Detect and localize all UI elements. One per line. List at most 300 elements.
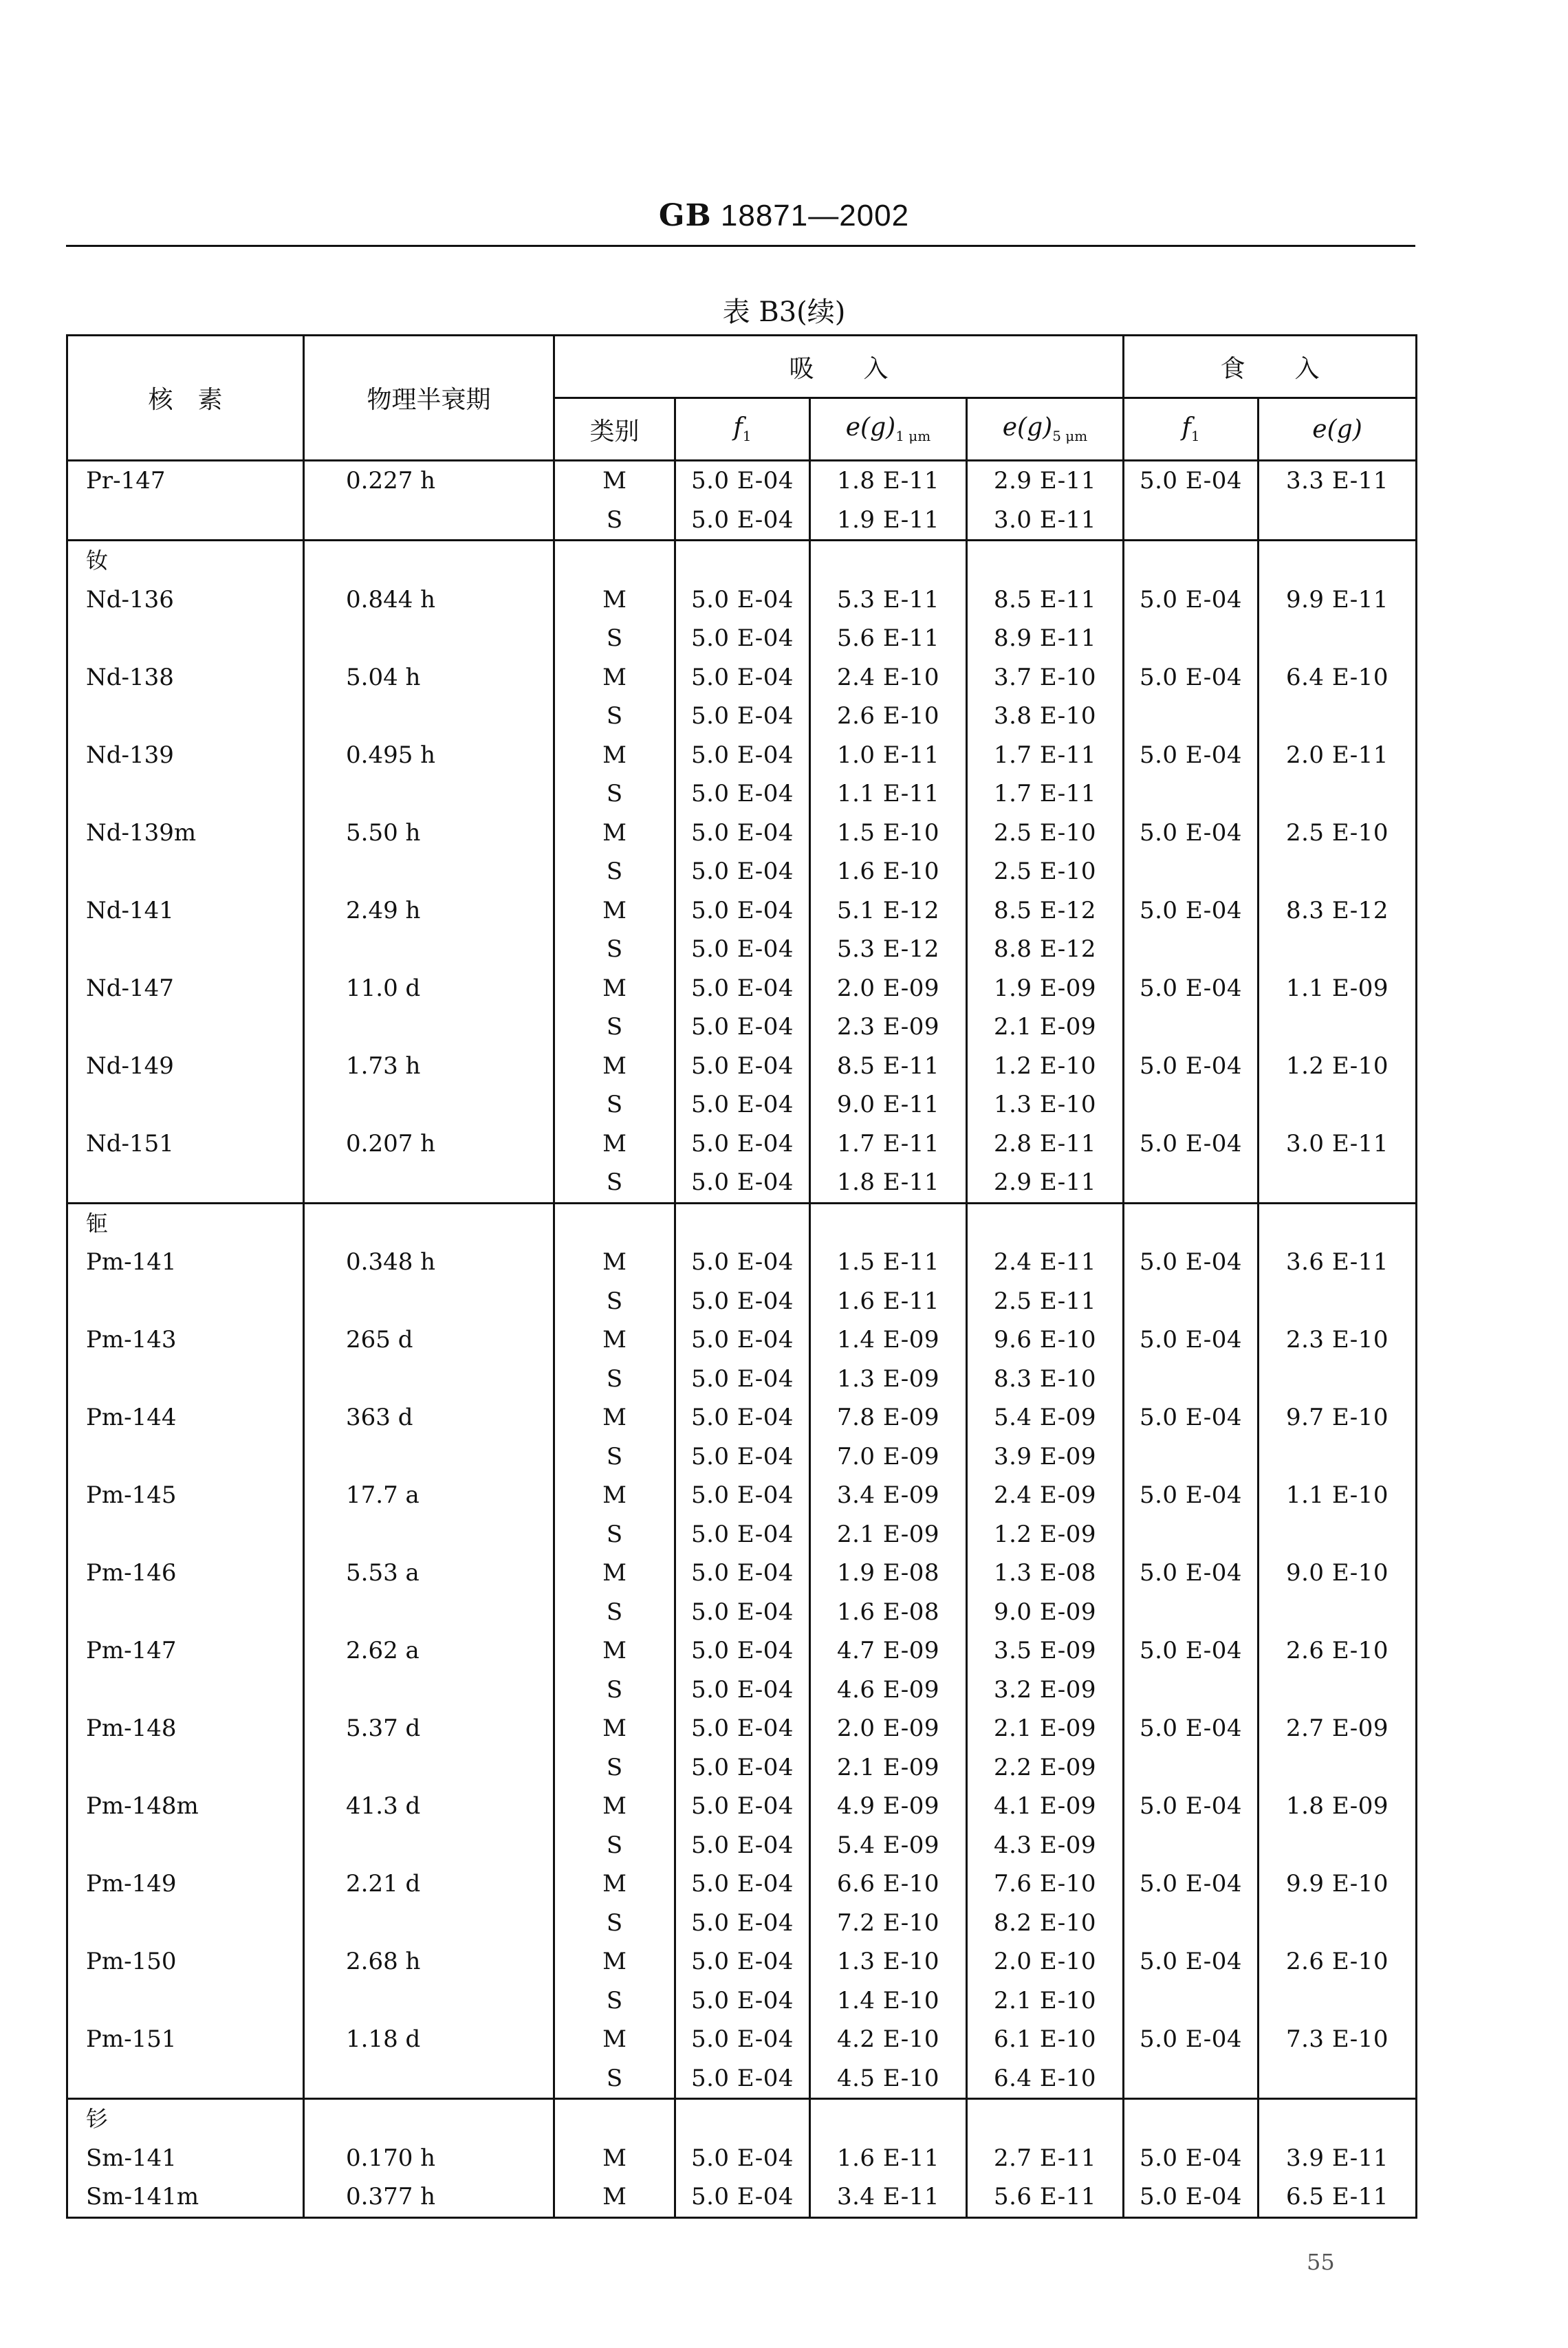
e-1um-cell: 1.1 E-11 <box>810 774 967 814</box>
type-cell: M <box>554 1787 675 1826</box>
half-life-cell: 2.62 a <box>304 1631 554 1671</box>
inhalation-f1-cell: 5.0 E-04 <box>675 1047 810 1086</box>
half-life-cell: 1.18 d <box>304 2020 554 2059</box>
e-5um-cell: 2.1 E-10 <box>967 1981 1124 2021</box>
e-5um-cell: 1.2 E-10 <box>967 1047 1124 1086</box>
e-1um-cell: 4.5 E-10 <box>810 2059 967 2099</box>
type-cell: S <box>554 1671 675 1710</box>
nuclide-cell: Pm-146 <box>67 1554 304 1593</box>
table-row <box>67 1709 1417 1748</box>
half-life-cell <box>304 1671 554 1710</box>
table-row <box>67 1865 1417 1904</box>
empty-cell <box>554 541 675 580</box>
empty-cell <box>675 2099 810 2139</box>
e-5um-cell: 3.2 E-09 <box>967 1671 1124 1710</box>
half-life-cell: 0.377 h <box>304 2177 554 2217</box>
table-row <box>67 774 1417 814</box>
ingestion-eg-cell <box>1259 930 1417 969</box>
inhalation-f1-cell: 5.0 E-04 <box>675 697 810 736</box>
ingestion-eg-cell: 3.6 E-11 <box>1259 1243 1417 1282</box>
e-1um-cell: 1.6 E-11 <box>810 2139 967 2178</box>
dose-coefficient-table <box>66 334 1417 2219</box>
type-cell: M <box>554 1047 675 1086</box>
ingestion-eg-cell: 9.9 E-10 <box>1259 1865 1417 1904</box>
ingestion-eg-cell <box>1259 1163 1417 1203</box>
half-life-cell <box>304 852 554 891</box>
ingestion-f1-cell: 5.0 E-04 <box>1124 1709 1259 1748</box>
nuclide-cell <box>67 930 304 969</box>
ingestion-f1-cell: 5.0 E-04 <box>1124 814 1259 853</box>
ingestion-eg-cell <box>1259 1282 1417 1321</box>
table-row <box>67 1942 1417 1981</box>
type-cell: S <box>554 1163 675 1203</box>
e-5um-cell: 5.6 E-11 <box>967 2177 1124 2217</box>
inhalation-f1-cell: 5.0 E-04 <box>675 2059 810 2099</box>
e-5um-cell: 8.2 E-10 <box>967 1904 1124 1943</box>
inhalation-f1-cell: 5.0 E-04 <box>675 619 810 658</box>
col-e-5um: $e(g)_{5 \mu m}$ <box>967 398 1124 461</box>
inhalation-f1-cell: 5.0 E-04 <box>675 1748 810 1787</box>
nuclide-cell <box>67 852 304 891</box>
e-1um-cell: 5.3 E-12 <box>810 930 967 969</box>
empty-cell <box>304 541 554 580</box>
inhalation-f1-cell: 5.0 E-04 <box>675 1360 810 1399</box>
ingestion-f1-cell: 5.0 E-04 <box>1124 2177 1259 2217</box>
ingestion-f1-cell <box>1124 1085 1259 1124</box>
type-cell: M <box>554 1709 675 1748</box>
ingestion-eg-cell <box>1259 1671 1417 1710</box>
e-1um-cell: 7.2 E-10 <box>810 1904 967 1943</box>
ingestion-eg-cell <box>1259 1826 1417 1865</box>
e-5um-cell: 3.7 E-10 <box>967 658 1124 697</box>
e-5um-cell: 3.5 E-09 <box>967 1631 1124 1671</box>
half-life-cell: 0.844 h <box>304 580 554 620</box>
table-row <box>67 1748 1417 1787</box>
table-row <box>67 1476 1417 1515</box>
nuclide-cell: Nd-139m <box>67 814 304 853</box>
ingestion-eg-cell <box>1259 852 1417 891</box>
e-1um-cell: 4.6 E-09 <box>810 1671 967 1710</box>
nuclide-cell <box>67 1904 304 1943</box>
e-5um-cell: 2.4 E-11 <box>967 1243 1124 1282</box>
e-5um-cell: 6.4 E-10 <box>967 2059 1124 2099</box>
ingestion-eg-cell: 2.6 E-10 <box>1259 1631 1417 1671</box>
e-5um-cell: 2.8 E-11 <box>967 1124 1124 1164</box>
ingestion-f1-cell <box>1124 1163 1259 1203</box>
half-life-cell: 41.3 d <box>304 1787 554 1826</box>
half-life-cell: 363 d <box>304 1398 554 1437</box>
inhalation-f1-cell: 5.0 E-04 <box>675 580 810 620</box>
empty-cell <box>967 541 1124 580</box>
empty-cell <box>554 2099 675 2139</box>
e-1um-cell: 9.0 E-11 <box>810 1085 967 1124</box>
type-cell: S <box>554 2059 675 2099</box>
nuclide-cell: Pm-150 <box>67 1942 304 1981</box>
type-cell: M <box>554 969 675 1008</box>
inhalation-f1-cell: 5.0 E-04 <box>675 1124 810 1164</box>
ingestion-f1-cell: 5.0 E-04 <box>1124 1320 1259 1360</box>
empty-cell <box>1124 2099 1259 2139</box>
col-ingestion-f1: $f_1$ <box>1124 398 1259 461</box>
ingestion-f1-cell <box>1124 619 1259 658</box>
table-row <box>67 1360 1417 1399</box>
type-cell: M <box>554 1398 675 1437</box>
nuclide-cell: Pm-148 <box>67 1709 304 1748</box>
table-row <box>67 1554 1417 1593</box>
e-5um-cell: 2.1 E-09 <box>967 1008 1124 1047</box>
nuclide-cell: Nd-151 <box>67 1124 304 1164</box>
element-group <box>67 2099 1417 2218</box>
inhalation-f1-cell: 5.0 E-04 <box>675 1398 810 1437</box>
e-1um-cell: 1.9 E-11 <box>810 501 967 541</box>
table-row <box>67 619 1417 658</box>
table-row <box>67 1826 1417 1865</box>
ingestion-f1-cell <box>1124 1904 1259 1943</box>
e-5um-cell: 8.5 E-11 <box>967 580 1124 620</box>
half-life-cell: 265 d <box>304 1320 554 1360</box>
inhalation-f1-cell: 5.0 E-04 <box>675 1709 810 1748</box>
col-f1: $f_1$ <box>675 398 810 461</box>
inhalation-f1-cell: 5.0 E-04 <box>675 2177 810 2217</box>
inhalation-f1-cell: 5.0 E-04 <box>675 1085 810 1124</box>
ingestion-eg-cell <box>1259 774 1417 814</box>
ingestion-f1-cell: 5.0 E-04 <box>1124 1398 1259 1437</box>
inhalation-f1-cell: 5.0 E-04 <box>675 1008 810 1047</box>
table-row <box>67 1124 1417 1164</box>
ingestion-f1-cell: 5.0 E-04 <box>1124 580 1259 620</box>
e-5um-cell: 7.6 E-10 <box>967 1865 1124 1904</box>
nuclide-cell: Pm-148m <box>67 1787 304 1826</box>
ingestion-f1-cell <box>1124 1008 1259 1047</box>
nuclide-cell <box>67 1515 304 1554</box>
nuclide-cell: Pm-149 <box>67 1865 304 1904</box>
inhalation-f1-cell: 5.0 E-04 <box>675 1671 810 1710</box>
inhalation-f1-cell: 5.0 E-04 <box>675 1826 810 1865</box>
empty-cell <box>1124 1203 1259 1243</box>
type-cell: S <box>554 1085 675 1124</box>
nuclide-cell: Pm-151 <box>67 2020 304 2059</box>
half-life-cell <box>304 1748 554 1787</box>
ingestion-eg-cell <box>1259 2059 1417 2099</box>
type-cell: M <box>554 461 675 501</box>
element-row <box>67 2099 1417 2139</box>
half-life-cell: 0.170 h <box>304 2139 554 2178</box>
ingestion-f1-cell: 5.0 E-04 <box>1124 2139 1259 2178</box>
inhalation-f1-cell: 5.0 E-04 <box>675 461 810 501</box>
e-5um-cell: 2.5 E-10 <box>967 852 1124 891</box>
nuclide-cell <box>67 697 304 736</box>
e-5um-cell: 1.3 E-10 <box>967 1085 1124 1124</box>
nuclide-cell: Pm-147 <box>67 1631 304 1671</box>
ingestion-f1-cell: 5.0 E-04 <box>1124 1124 1259 1164</box>
col-type: 类别 <box>554 398 675 461</box>
col-ingestion-eg: e(g) <box>1259 398 1417 461</box>
nuclide-cell: Pr-147 <box>67 461 304 501</box>
nuclide-cell: Pm-143 <box>67 1320 304 1360</box>
e-1um-cell: 1.4 E-09 <box>810 1320 967 1360</box>
inhalation-f1-cell: 5.0 E-04 <box>675 1865 810 1904</box>
half-life-cell <box>304 1360 554 1399</box>
e-1um-cell: 1.5 E-11 <box>810 1243 967 1282</box>
e-5um-cell: 1.3 E-08 <box>967 1554 1124 1593</box>
ingestion-eg-cell <box>1259 1085 1417 1124</box>
half-life-cell <box>304 1437 554 1477</box>
e-1um-cell: 1.8 E-11 <box>810 461 967 501</box>
ingestion-f1-cell <box>1124 774 1259 814</box>
type-cell: M <box>554 1942 675 1981</box>
inhalation-f1-cell: 5.0 E-04 <box>675 1282 810 1321</box>
e-5um-cell: 5.4 E-09 <box>967 1398 1124 1437</box>
header-rule <box>66 245 1415 247</box>
type-cell: S <box>554 697 675 736</box>
type-cell: S <box>554 1904 675 1943</box>
ingestion-eg-cell: 1.2 E-10 <box>1259 1047 1417 1086</box>
ingestion-eg-cell: 1.1 E-10 <box>1259 1476 1417 1515</box>
inhalation-f1-cell: 5.0 E-04 <box>675 1320 810 1360</box>
type-cell: M <box>554 1631 675 1671</box>
ingestion-eg-cell: 9.9 E-11 <box>1259 580 1417 620</box>
empty-cell <box>675 541 810 580</box>
inhalation-f1-cell: 5.0 E-04 <box>675 1476 810 1515</box>
e-1um-cell: 1.6 E-10 <box>810 852 967 891</box>
e-5um-cell: 2.4 E-09 <box>967 1476 1124 1515</box>
inhalation-f1-cell: 5.0 E-04 <box>675 852 810 891</box>
e-1um-cell: 2.0 E-09 <box>810 969 967 1008</box>
type-cell: M <box>554 1554 675 1593</box>
ingestion-eg-cell: 1.1 E-09 <box>1259 969 1417 1008</box>
half-life-cell: 11.0 d <box>304 969 554 1008</box>
type-cell: S <box>554 1748 675 1787</box>
ingestion-f1-cell: 5.0 E-04 <box>1124 1865 1259 1904</box>
ingestion-eg-cell: 2.3 E-10 <box>1259 1320 1417 1360</box>
e-1um-cell: 1.9 E-08 <box>810 1554 967 1593</box>
nuclide-cell <box>67 1282 304 1321</box>
nuclide-cell: Nd-138 <box>67 658 304 697</box>
half-life-cell <box>304 1163 554 1203</box>
nuclide-cell: Nd-136 <box>67 580 304 620</box>
e-1um-cell: 1.6 E-11 <box>810 1282 967 1321</box>
table-row <box>67 1515 1417 1554</box>
inhalation-f1-cell: 5.0 E-04 <box>675 2139 810 2178</box>
type-cell: S <box>554 1981 675 2021</box>
inhalation-f1-cell: 5.0 E-04 <box>675 1942 810 1981</box>
type-cell: S <box>554 501 675 541</box>
half-life-cell: 0.227 h <box>304 461 554 501</box>
e-1um-cell: 3.4 E-11 <box>810 2177 967 2217</box>
nuclide-cell <box>67 1437 304 1477</box>
ingestion-eg-cell: 3.9 E-11 <box>1259 2139 1417 2178</box>
empty-cell <box>1259 541 1417 580</box>
inhalation-f1-cell: 5.0 E-04 <box>675 774 810 814</box>
half-life-cell: 1.73 h <box>304 1047 554 1086</box>
ingestion-eg-cell <box>1259 1981 1417 2021</box>
nuclide-cell: Nd-139 <box>67 736 304 775</box>
ingestion-f1-cell <box>1124 1593 1259 1632</box>
e-1um-cell: 1.3 E-09 <box>810 1360 967 1399</box>
ingestion-eg-cell <box>1259 1360 1417 1399</box>
type-cell: S <box>554 1360 675 1399</box>
half-life-cell: 0.495 h <box>304 736 554 775</box>
table-row <box>67 1163 1417 1203</box>
table-row <box>67 930 1417 969</box>
ingestion-f1-cell: 5.0 E-04 <box>1124 891 1259 931</box>
table-row <box>67 501 1417 541</box>
e-1um-cell: 4.7 E-09 <box>810 1631 967 1671</box>
type-cell: M <box>554 2177 675 2217</box>
half-life-cell <box>304 1904 554 1943</box>
type-cell: S <box>554 1515 675 1554</box>
ingestion-eg-cell: 6.5 E-11 <box>1259 2177 1417 2217</box>
nuclide-cell <box>67 1360 304 1399</box>
nuclide-cell <box>67 501 304 541</box>
e-5um-cell: 3.8 E-10 <box>967 697 1124 736</box>
ingestion-eg-cell: 2.0 E-11 <box>1259 736 1417 775</box>
empty-cell <box>675 1203 810 1243</box>
ingestion-eg-cell: 8.3 E-12 <box>1259 891 1417 931</box>
type-cell: S <box>554 852 675 891</box>
ingestion-eg-cell <box>1259 1008 1417 1047</box>
standard-code: GB <box>658 198 712 233</box>
half-life-cell: 2.68 h <box>304 1942 554 1981</box>
e-1um-cell: 2.0 E-09 <box>810 1709 967 1748</box>
table-row <box>67 2139 1417 2178</box>
ingestion-eg-cell: 2.7 E-09 <box>1259 1709 1417 1748</box>
e-1um-cell: 5.6 E-11 <box>810 619 967 658</box>
col-e-1um: $e(g)_{1 \mu m}$ <box>810 398 967 461</box>
ingestion-f1-cell <box>1124 1515 1259 1554</box>
table-row <box>67 1243 1417 1282</box>
ingestion-f1-cell: 5.0 E-04 <box>1124 969 1259 1008</box>
ingestion-f1-cell: 5.0 E-04 <box>1124 658 1259 697</box>
empty-cell <box>1259 2099 1417 2139</box>
e-1um-cell: 2.3 E-09 <box>810 1008 967 1047</box>
table-row <box>67 2059 1417 2099</box>
half-life-cell: 17.7 a <box>304 1476 554 1515</box>
ingestion-eg-cell <box>1259 501 1417 541</box>
e-1um-cell: 1.6 E-08 <box>810 1593 967 1632</box>
type-cell: S <box>554 1437 675 1477</box>
ingestion-eg-cell: 1.8 E-09 <box>1259 1787 1417 1826</box>
element-group <box>67 541 1417 1204</box>
e-5um-cell: 6.1 E-10 <box>967 2020 1124 2059</box>
e-5um-cell: 3.9 E-09 <box>967 1437 1124 1477</box>
half-life-cell: 2.49 h <box>304 891 554 931</box>
ingestion-eg-cell: 3.0 E-11 <box>1259 1124 1417 1164</box>
type-cell: S <box>554 930 675 969</box>
empty-cell <box>1259 1203 1417 1243</box>
table-row <box>67 814 1417 853</box>
element-group <box>67 461 1417 541</box>
e-1um-cell: 5.4 E-09 <box>810 1826 967 1865</box>
e-1um-cell: 1.4 E-10 <box>810 1981 967 2021</box>
empty-cell <box>810 541 967 580</box>
half-life-cell: 5.53 a <box>304 1554 554 1593</box>
empty-cell <box>554 1203 675 1243</box>
inhalation-f1-cell: 5.0 E-04 <box>675 1515 810 1554</box>
type-cell: S <box>554 619 675 658</box>
half-life-cell: 0.207 h <box>304 1124 554 1164</box>
col-nuclide: 核 素 <box>67 336 304 461</box>
half-life-cell <box>304 774 554 814</box>
ingestion-eg-cell: 2.6 E-10 <box>1259 1942 1417 1981</box>
e-5um-cell: 2.9 E-11 <box>967 461 1124 501</box>
ingestion-eg-cell: 2.5 E-10 <box>1259 814 1417 853</box>
inhalation-f1-cell: 5.0 E-04 <box>675 1437 810 1477</box>
page-number: 55 <box>1307 2249 1335 2275</box>
type-cell: M <box>554 1124 675 1164</box>
table-row <box>67 1631 1417 1671</box>
table-row <box>67 461 1417 501</box>
ingestion-f1-cell <box>1124 1671 1259 1710</box>
type-cell: S <box>554 1826 675 1865</box>
table-row <box>67 1008 1417 1047</box>
nuclide-cell <box>67 619 304 658</box>
ingestion-eg-cell: 6.4 E-10 <box>1259 658 1417 697</box>
ingestion-f1-cell <box>1124 1282 1259 1321</box>
ingestion-f1-cell <box>1124 1748 1259 1787</box>
ingestion-eg-cell <box>1259 1748 1417 1787</box>
ingestion-eg-cell: 9.7 E-10 <box>1259 1398 1417 1437</box>
type-cell: M <box>554 2139 675 2178</box>
e-1um-cell: 2.6 E-10 <box>810 697 967 736</box>
table-row <box>67 852 1417 891</box>
ingestion-f1-cell <box>1124 697 1259 736</box>
table-row <box>67 580 1417 620</box>
type-cell: M <box>554 736 675 775</box>
e-5um-cell: 2.2 E-09 <box>967 1748 1124 1787</box>
e-1um-cell: 1.0 E-11 <box>810 736 967 775</box>
half-life-cell: 5.04 h <box>304 658 554 697</box>
type-cell: S <box>554 774 675 814</box>
empty-cell <box>810 1203 967 1243</box>
type-cell: S <box>554 1593 675 1632</box>
table-row <box>67 1904 1417 1943</box>
element-name: 钕 <box>67 541 304 580</box>
col-half-life: 物理半衰期 <box>304 336 554 461</box>
e-5um-cell: 2.5 E-10 <box>967 814 1124 853</box>
nuclide-cell <box>67 774 304 814</box>
ingestion-eg-cell <box>1259 1904 1417 1943</box>
e-5um-cell: 3.0 E-11 <box>967 501 1124 541</box>
nuclide-cell <box>67 1981 304 2021</box>
inhalation-f1-cell: 5.0 E-04 <box>675 1593 810 1632</box>
nuclide-cell <box>67 1593 304 1632</box>
nuclide-cell <box>67 1748 304 1787</box>
e-5um-cell: 1.2 E-09 <box>967 1515 1124 1554</box>
e-1um-cell: 1.3 E-10 <box>810 1942 967 1981</box>
half-life-cell: 2.21 d <box>304 1865 554 1904</box>
nuclide-cell <box>67 1826 304 1865</box>
ingestion-f1-cell: 5.0 E-04 <box>1124 1554 1259 1593</box>
half-life-cell <box>304 619 554 658</box>
element-row <box>67 1203 1417 1243</box>
half-life-cell <box>304 930 554 969</box>
inhalation-f1-cell: 5.0 E-04 <box>675 1163 810 1203</box>
nuclide-cell: Nd-149 <box>67 1047 304 1086</box>
nuclide-cell: Sm-141 <box>67 2139 304 2178</box>
table-caption: 表 B3(续) <box>722 296 846 328</box>
element-name: 钐 <box>67 2099 304 2139</box>
e-5um-cell: 8.9 E-11 <box>967 619 1124 658</box>
e-5um-cell: 2.5 E-11 <box>967 1282 1124 1321</box>
half-life-cell <box>304 1593 554 1632</box>
ingestion-f1-cell <box>1124 1826 1259 1865</box>
half-life-cell: 0.348 h <box>304 1243 554 1282</box>
inhalation-f1-cell: 5.0 E-04 <box>675 736 810 775</box>
type-cell: M <box>554 2020 675 2059</box>
e-1um-cell: 5.1 E-12 <box>810 891 967 931</box>
table-row <box>67 1047 1417 1086</box>
